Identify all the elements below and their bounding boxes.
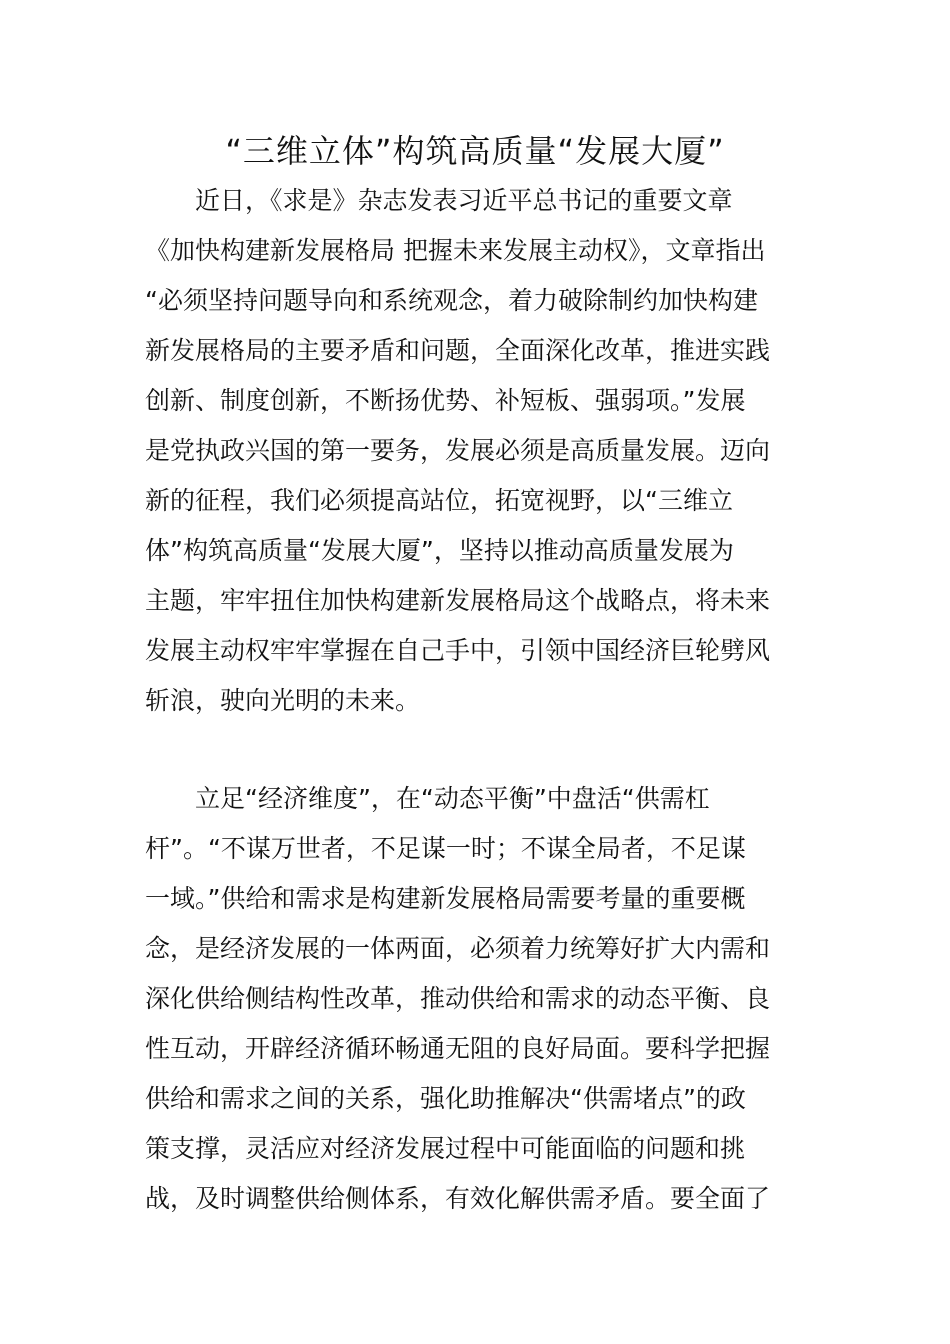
text-line: 《加快构建新发展格局 把握未来发展主动权》，文章指出 xyxy=(145,236,766,265)
text-line: 策支撑，灵活应对经济发展过程中可能面临的问题和挑 xyxy=(145,1134,746,1163)
text-line: 是党执政兴国的第一要务，发展必须是高质量发展。迈向 xyxy=(145,436,771,465)
paragraph-1 xyxy=(145,176,810,726)
text-line: 体”构筑高质量“发展大厦”，坚持以推动高质量发展为 xyxy=(145,536,734,565)
text-line: 供给和需求之间的关系，强化助推解决“供需堵点”的政 xyxy=(145,1084,746,1113)
text-line: 战，及时调整供给侧体系，有效化解供需矛盾。要全面了 xyxy=(145,1184,771,1213)
text-line: 新发展格局的主要矛盾和问题，全面深化改革，推进实践 xyxy=(145,336,771,365)
text-line: 杆”。“不谋万世者，不足谋一时；不谋全局者，不足谋 xyxy=(145,834,746,863)
text-line: 近日，《求是》杂志发表习近平总书记的重要文章 xyxy=(195,186,733,215)
text-line: 斩浪，驶向光明的未来。 xyxy=(145,686,421,715)
text-line: 主题，牢牢扭住加快构建新发展格局这个战略点，将未来 xyxy=(145,586,771,615)
text-line: 立足“经济维度”，在“动态平衡”中盘活“供需杠 xyxy=(195,784,710,813)
text-line: 深化供给侧结构性改革，推动供给和需求的动态平衡、良 xyxy=(145,984,771,1013)
text-line: “必须坚持问题导向和系统观念，着力破除制约加快构建 xyxy=(145,286,758,315)
paragraph-2 xyxy=(145,774,810,1224)
text-line: 创新、制度创新，不断扬优势、补短板、强弱项。”发展 xyxy=(145,386,746,415)
text-line: 念，是经济发展的一体两面，必须着力统筹好扩大内需和 xyxy=(145,934,771,963)
document-title: “三维立体”构筑高质量“发展大厦” xyxy=(225,132,725,170)
text-line: 新的征程，我们必须提高站位，拓宽视野，以“三维立 xyxy=(145,486,733,515)
text-line: 发展主动权牢牢掌握在自己手中，引领中国经济巨轮劈风 xyxy=(145,636,771,665)
text-line: 性互动，开辟经济循环畅通无阻的良好局面。要科学把握 xyxy=(145,1034,771,1063)
text-line: 一域。”供给和需求是构建新发展格局需要考量的重要概 xyxy=(145,884,746,913)
